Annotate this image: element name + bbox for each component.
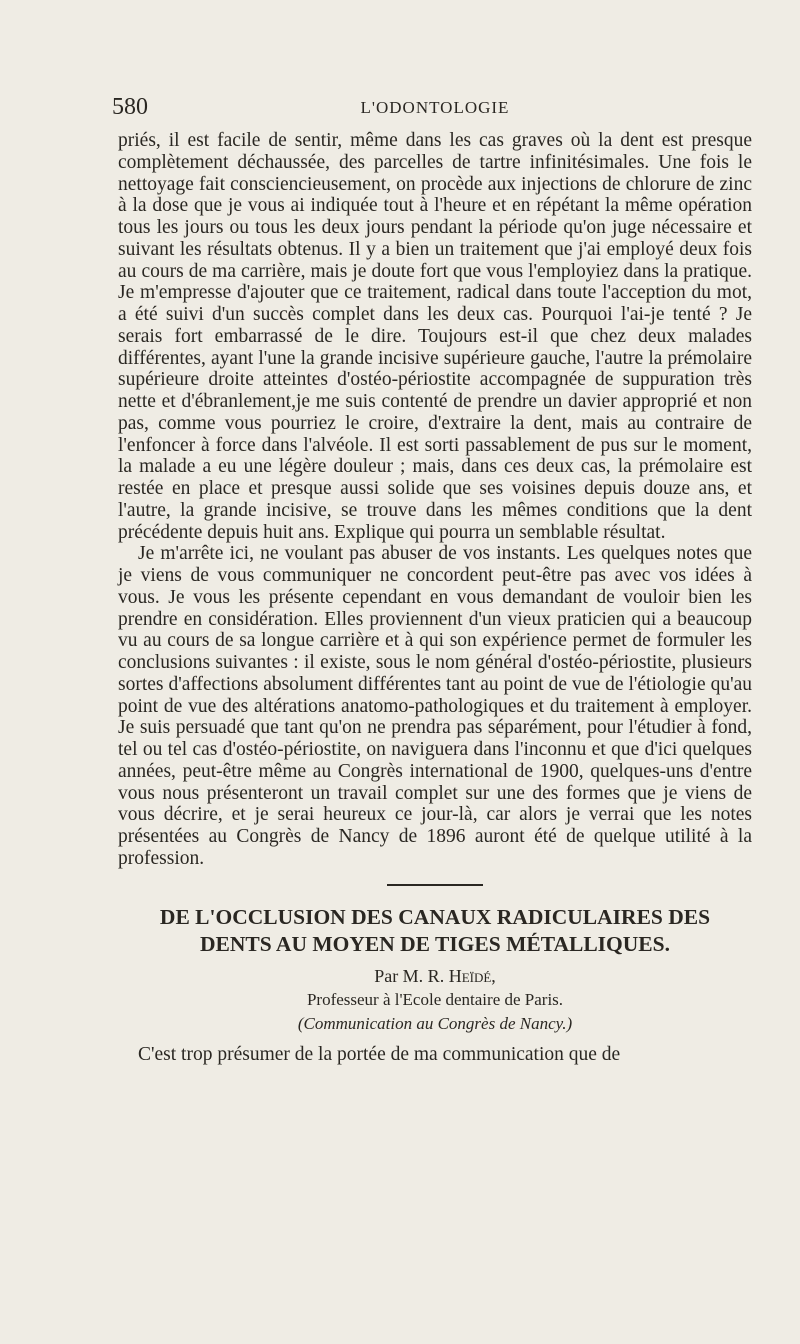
body-text (118, 130, 752, 870)
byline-prefix: Par M. R. (374, 965, 449, 986)
running-title: L'ODONTOLOGIE (360, 98, 510, 117)
article-opening-line: C'est trop présumer de la portée de ma communication que de (138, 1043, 621, 1065)
paragraph: Je m'arrête ici, ne voulant pas abuser de vos instants. Les quelques notes que je viens de vous communiquer ne concordent peut-être pas avec vos idées à vous. Je vous les présente cependant en vous demandant de vouloir bien les prendre en considération. Elles proviennent d'un vieux praticien qui a beaucoup vu au cours de sa longue carrière et à qui son expérience permet de formuler les conclusions suivantes : il existe, sous le nom général d'ostéo-périostite, plusieurs sortes d'affections absolument différentes tant au point de vue de l'étiologie qu'au point de vue des altérations anatomo-pathologiques et du traitement à employer. Je suis persuadé que tant qu'on ne prendra pas séparément, pour l'étudier à fond, tel ou tel cas d'ostéo-périostite, on naviguera dans l'inconnu et que d'ici quelques années, peut-être même au Congrès international de 1900, quelques-uns d'entre vous nous présenteront un travail complet sur une des formes que je viens de vous décrire, et je serai heureux ce jour-là, car alors je verrai que les notes présentées au Congrès de Nancy de 1896 auront été de quelque utilité à la profession. (118, 543, 752, 869)
article-title (116, 904, 754, 958)
communication-note: (Communication au Congrès de Nancy.) (297, 1013, 573, 1033)
page-number: 580 (112, 94, 148, 120)
author-name: Heïdé, (448, 965, 496, 986)
article-title-line: DE L'OCCLUSION DES CANAUX RADICULAIRES DES (159, 904, 711, 929)
byline (118, 964, 752, 988)
article-title-line: DENTS AU MOYEN DE TIGES MÉTALLIQUES. (200, 931, 670, 956)
paragraph: priés, il est facile de sentir, même dans les cas graves où la dent est presque complètement déchaussée, des parcelles de tartre infinitésimales. Une fois le nettoyage fait consciencieusement, on procède aux injections de chlorure de zinc à la dose que je vous ai indiquée tout à l'heure et en répétant la même opération tous les jours ou tous les deux jours pendant la période qu'on juge nécessaire et suivant les résultats obtenus. Il y a bien un traitement que j'ai employé deux fois au cours de ma carrière, mais je doute fort que vous l'employiez dans la pratique. Je m'empresse d'ajouter que ce traitement, radical dans toute l'acception du mot, a été suivi d'un succès complet dans les deux cas. Pourquoi l'ai-je tenté ? Je serais fort embarrassé de le dire. Toujours est-il que chez deux malades différentes, ayant l'une la grande incisive supérieure gauche, l'autre la prémolaire supérieure droite atteintes d'ostéo-périostite accompagnée de suppuration très nette et d'ébranlement,je me suis contenté de prendre un davier approprié et non pas, comme vous pourriez le croire, d'extraire la dent, mais au contraire de l'enfoncer à force dans l'alvéole. Il est sorti passablement de pus sur le moment, la malade a eu une légère douleur ; mais, dans ces deux cas, la prémolaire est restée en place et presque aussi solide que ses voisines depuis douze ans, et l'autre, la grande incisive, se trouve dans les mêmes conditions que la dent précédente depuis huit ans. Explique qui pourra un semblable résultat. (118, 130, 752, 543)
author-affiliation: Professeur à l'Ecole dentaire de Paris. (306, 989, 564, 1009)
page-header (112, 92, 752, 122)
section-divider (387, 884, 483, 886)
